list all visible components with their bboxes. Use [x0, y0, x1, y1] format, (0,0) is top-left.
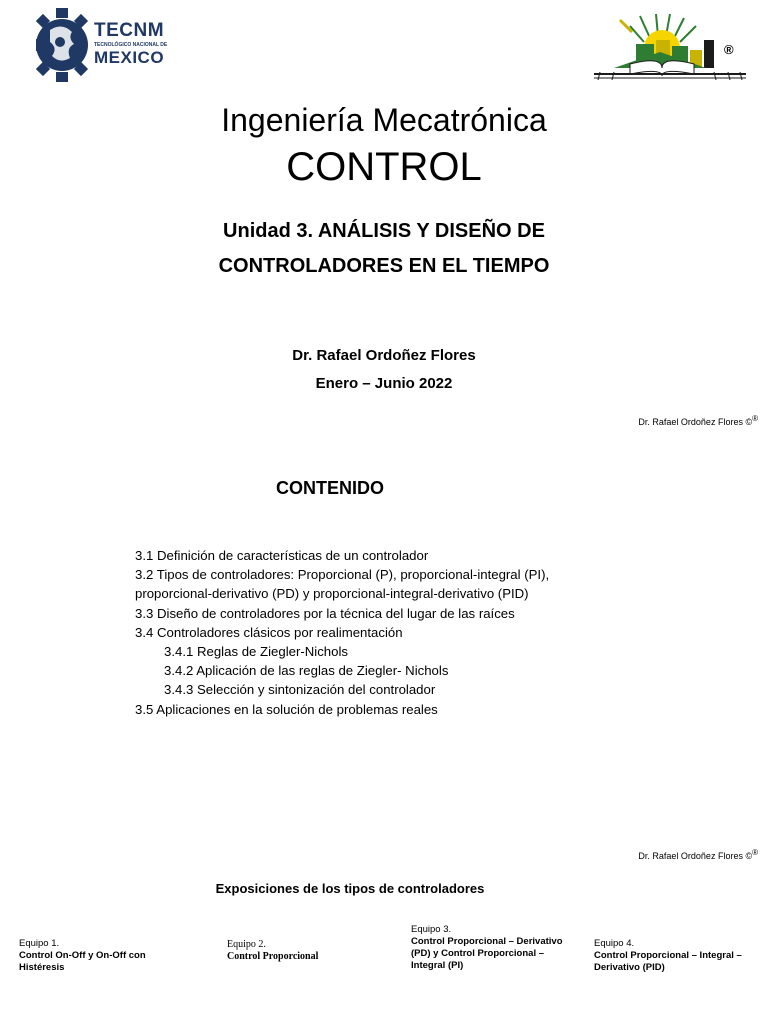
team-label: Equipo 1.: [19, 938, 60, 949]
team-label: Equipo 2.: [227, 939, 266, 950]
team-topic: Control Proporcional – Derivativo (PD) y Control Proporcional – Integral (PI): [411, 936, 563, 971]
unit-title-line-2: CONTROLADORES EN EL TIEMPO: [218, 255, 550, 277]
team-label: Equipo 4.: [594, 938, 635, 949]
contents-heading: CONTENIDO: [276, 478, 384, 498]
copyright-registered-mark: ®: [752, 848, 758, 857]
team-topic: Control Proporcional – Integral – Derivativo (PID): [594, 950, 742, 973]
team-4: [594, 938, 754, 974]
toc-item: 3.3 Diseño de controladores por la técnica del lugar de las raíces: [135, 605, 515, 621]
unit-title-line-1: Unidad 3. ANÁLISIS Y DISEÑO DE: [223, 220, 545, 242]
toc-item: 3.1 Definición de características de un controlador: [135, 548, 429, 563]
expositions-heading: Exposiciones de los tipos de controladores: [215, 881, 485, 896]
team-label: Equipo 3.: [411, 924, 452, 935]
team-topic: Control On-Off y On-Off con Histéresis: [19, 950, 146, 973]
unit-title: [0, 214, 768, 284]
toc-subitem: 3.4.1 Reglas de Ziegler-Nichols: [164, 644, 348, 660]
copyright-note: [638, 848, 758, 861]
copyright-text: Dr. Rafael Ordoñez Flores ©: [638, 417, 753, 427]
tecnm-logo: [36, 8, 168, 82]
toc-subitem: 3.4.2 Aplicación de las reglas de Ziegler- Nichols: [164, 663, 449, 679]
toc-item: 3.2 Tipos de controladores: Proporcional (P), proporcional-integral (PI),: [135, 567, 550, 583]
team-2: [227, 939, 377, 963]
team-topic: Control Proporcional: [227, 951, 319, 962]
institution-logo: [590, 10, 750, 82]
course-period: Enero – Junio 2022: [315, 375, 453, 392]
table-of-contents: [135, 546, 549, 719]
toc-item: 3.4 Controladores clásicos por realimentación: [135, 624, 403, 640]
author-block: [0, 342, 768, 398]
copyright-text: Dr. Rafael Ordoñez Flores ©: [638, 851, 753, 861]
tecnm-wordmark: TECNM: [94, 20, 165, 41]
copyright-note: [638, 414, 758, 427]
mexico-wordmark: MEXICO: [94, 48, 165, 67]
registered-mark: ®: [724, 42, 734, 57]
career-title: Ingeniería Mecatrónica: [221, 102, 547, 138]
toc-item: 3.5 Aplicaciones en la solución de problemas reales: [135, 701, 438, 717]
author-name: Dr. Rafael Ordoñez Flores: [292, 347, 476, 364]
copyright-registered-mark: ®: [752, 414, 758, 423]
team-1: [19, 938, 189, 974]
tecnm-subtitle: TECNOLÓGICO NACIONAL DE: [94, 42, 168, 48]
toc-item: proporcional-derivativo (PD) y proporcional-integral-derivativo (PID): [135, 586, 529, 602]
toc-subitem: 3.4.3 Selección y sintonización del controlador: [164, 682, 436, 698]
subject-title: CONTROL: [286, 145, 482, 189]
team-3: [411, 924, 579, 972]
